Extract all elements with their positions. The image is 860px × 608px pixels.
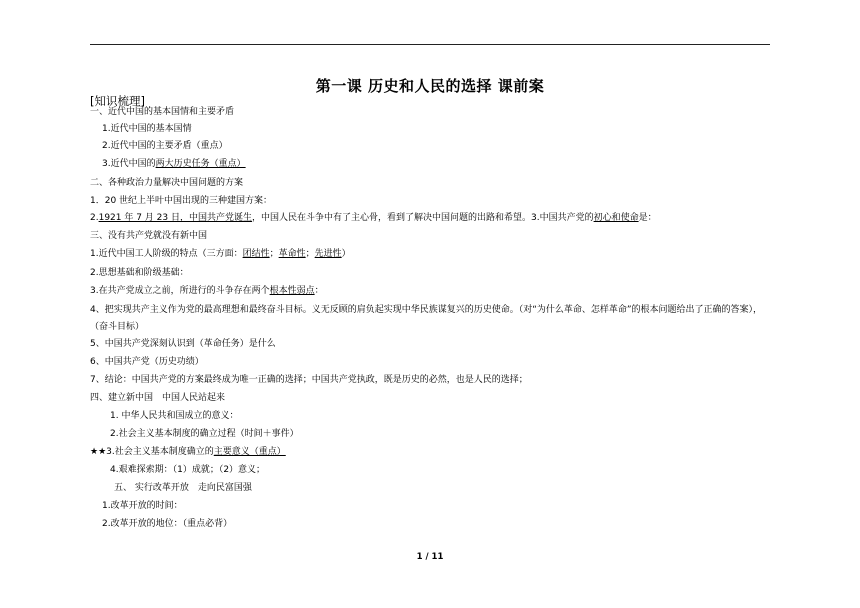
outline-line-8: 三、没有共产党就没有新中国 (90, 231, 208, 241)
outline-line-3: 2.近代中国的主要矛盾（重点） (102, 141, 228, 151)
outline-line-12: 4、把实现共产主义作为党的最高理想和最终奋斗目标。义无反顾的肩负起实现中华民族谋复兴的历史使命。（对“为什么革命、怎样革命”的根本问题给出了正确的答案），（奋斗目标） (90, 305, 763, 332)
text-span: ★★3.社会主义基本制度确立的 (90, 447, 214, 457)
outline-line-16: 四、建立新中国 中国人民站起来 (90, 393, 226, 403)
text-span: ； (269, 249, 279, 259)
text-span: ，中国人民在斗争中有了主心骨，看到了解决中国问题的出路和希望。3.中国共产党的 (251, 213, 594, 223)
outline-line-22: 1.改革开放的时间： (102, 501, 183, 511)
text-span: ： (314, 286, 324, 296)
outline-line-20: 4.艰难探索期：（1）成就；（2）意义； (110, 465, 266, 475)
outline-line-18: 2.社会主义基本制度的确立过程（时间＋事件） (110, 429, 299, 439)
outline-line-2: 1.近代中国的基本国情 (102, 124, 192, 134)
outline-line-7 (90, 212, 657, 225)
text-span: ） (341, 249, 351, 259)
underlined-text: 初心和使命 (593, 213, 639, 223)
page-number: 1 / 11 (416, 552, 444, 562)
underlined-text: 先进性 (314, 249, 342, 259)
underlined-text: 革命性 (278, 249, 306, 259)
outline-line-14: 6、中国共产党（历史功绩） (90, 357, 204, 367)
outline-line-15: 7、结论：中国共产党的方案最终成为唯一正确的选择；中国共产党执政，既是历史的必然，也是人民的选择； (90, 375, 528, 385)
outline-line-5: 二、各种政治力量解决中国问题的方案 (90, 178, 244, 188)
outline-line-1: 一、近代中国的基本国情和主要矛盾 (90, 107, 235, 117)
text-span: 是： (638, 213, 657, 223)
section-heading: [知识梳理] (90, 94, 145, 108)
page-title: 第一课 历史和人民的选择 课前案 (315, 77, 545, 95)
underlined-text: 团结性 (242, 249, 270, 259)
underlined-text: 1921 年 7 月 23 日，中国共产党诞生 (98, 213, 252, 223)
text-span: 1.近代中国工人阶级的特点（三方面： (90, 249, 243, 259)
text-span: 3.在共产党成立之前，所进行的斗争存在两个 (90, 286, 270, 296)
outline-line-6: 1．20 世纪上半叶中国出现的三种建国方案： (90, 196, 273, 206)
outline-line-17: 1. 中华人民共和国成立的意义： (110, 411, 239, 421)
text-span: ； (305, 249, 315, 259)
underlined-text: 根本性弱点 (269, 286, 315, 296)
header-rule (90, 44, 770, 45)
underlined-text: 主要意义（重点） (213, 447, 286, 457)
outline-line-9 (90, 248, 351, 261)
text-span: 3.近代中国的 (102, 159, 156, 169)
underlined-text: 两大历史任务（重点） (155, 159, 246, 169)
outline-line-4 (102, 158, 246, 171)
outline-line-11 (90, 285, 324, 298)
outline-line-23: 2.改革开放的地位：（重点必背） (102, 519, 233, 529)
outline-line-19 (90, 446, 286, 459)
text-span: 2. (90, 213, 99, 223)
outline-line-10: 2.思想基础和阶级基础： (90, 268, 189, 278)
outline-line-13: 5、中国共产党深刻认识到（革命任务）是什么 (90, 339, 276, 349)
outline-line-21: 五、 实行改革开放 走向民富国强 (114, 483, 252, 493)
